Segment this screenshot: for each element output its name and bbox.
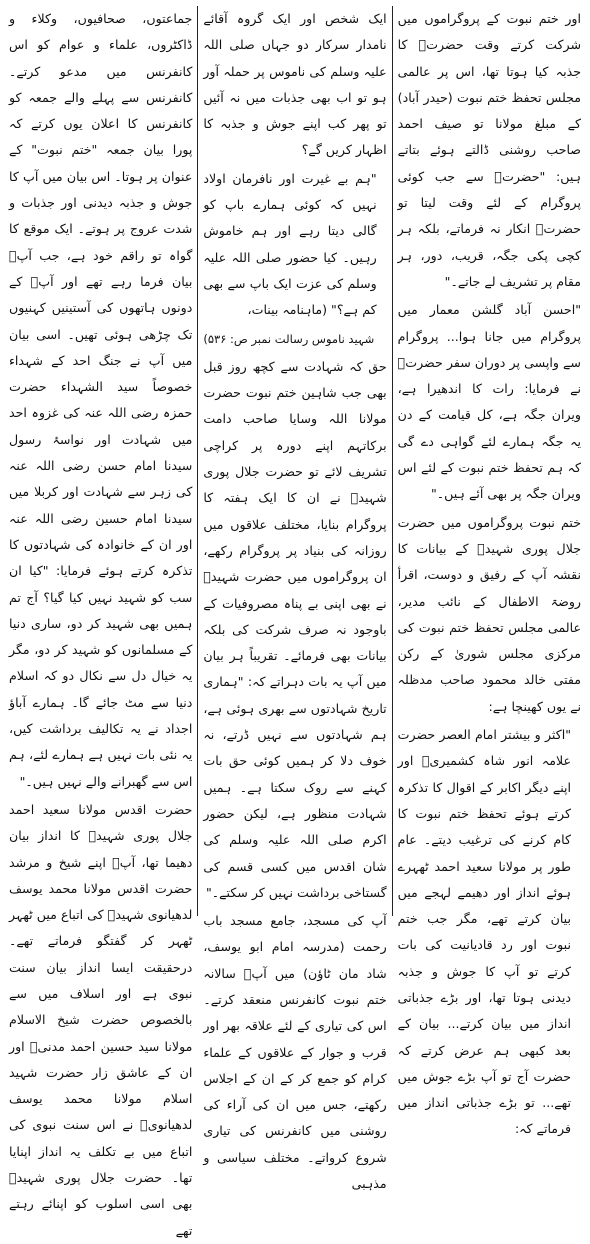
paragraph: ایک شخص اور ایک گروہ آقائے نامدار سرکار دو جہاں صلی اللہ علیہ وسلم کی ناموس پر حملہ آور ہو تو اب بھی جذبات میں نہ آئیں تو پھر کب اپنے جوش و جذبہ کا اظہار کریں گے؟ xyxy=(203,11,387,158)
quote-paragraph: "اکثر و بیشتر امام العصر حضرت علامہ انور شاہ کشمیریؒ اور اپنے دیگر اکابر کے اقوال کا تذکرہ کرتے ہوئے تحفظ ختم نبوت کا کام کرنے کی ترغیب دیتے۔ عام طور پر مولانا سعید احمد ٹھہرے ہوئے انداز اور دھیمے لہجے میں بیان کرتے تھے، مگر جب ختم نبوت اور رد قادیانیت کی بات کرتے تو آپ کا جوش و جذبہ دیدنی ہوتا تھا، اور بڑے جذباتی انداز میں بیان کرتے... بیان کے بعد کبھی ہم عرض کرتے کہ حضرت آج تو آپ بڑے جوش میں تھے... تو بڑے جذباتی انداز میں فرماتے کہ: xyxy=(397,727,571,1137)
quote-paragraph: "ہم بے غیرت اور نافرمان اولاد نہیں کہ کوئی ہمارے باپ کو گالی دیتا رہے اور ہم خاموش رہیں۔ کیا حضور صلی اللہ علیہ وسلم کی عزت ایک باپ سے بھی کم ہے؟" (ماہنامہ بینات، xyxy=(203,170,377,318)
citation: شہید ناموس رسالت نمبر ص: ۵۳۶) xyxy=(203,331,375,346)
paragraph: ختم نبوت پروگراموں میں حضرت جلال پوری شہیدؒ کے بیانات کا نقشہ آپ کے رفیق و دوست، اقرأ روضۃ الاطفال کے نائب مدیر، عالمی مجلس تحفظ ختم نبوت کی مرکزی مجلس شوریٰ کے رکن مفتی خالد محمود صاحب مدظلہ نے یوں کھینچا ہے: xyxy=(397,514,581,714)
paragraph: حق کہ شہادت سے کچھ روز قبل بھی جب شاہین ختم نبوت حضرت مولانا اللہ وسایا صاحب دامت برکاتہم اپنے دورہ پر کراچی تشریف لائے تو حضرت جلال پوری شہیدؒ نے ان کا ایک ہفتہ کا پروگرام بنایا، مختلف علاقوں میں روزانہ کی بنیاد پر پروگرام رکھے، ان پروگراموں میں حضرت شہیدؒ نے بھی اپنی بے پناہ مصروفیات کے باوجود نہ صرف شرکت کی بلکہ بیانات بھی فرمائے۔ تقریباً ہر بیان میں آپ یہ بات دہراتے کہ: "ہماری تاریخ شہادتوں سے بھری ہوئی ہے، ہم شہادتوں سے نہیں ڈرتے، نہ خوف دلا کر ہمیں کوئی حق بات کہنے سے روک سکتا ہے۔ ہمیں شہادت منظور ہے، لیکن حضور اکرم صلی اللہ علیہ وسلم کی شان اقدس میں کسی قسم کی گستاخی برداشت نہیں کر سکتے۔" xyxy=(203,358,387,900)
column-left xyxy=(4,6,197,1238)
column-middle xyxy=(198,6,391,1192)
paragraph: حضرت اقدس مولانا سعید احمد جلال پوری شہیدؒ کا انداز بیان دھیما تھا، آپؒ اپنے شیخ و مرشد حضرت اقدس مولانا محمد یوسف لدھیانوی شہیدؒ کی اتباع میں ٹھہر ٹھہر کر گفتگو فرماتے تھے۔ درحقیقت ایسا انداز بیان سنت نبوی ہے اور اسلاف میں سے بالخصوص حضرت شیخ الاسلام مولانا سید حسین احمد مدنیؒ اور ان کے عاشق زار حضرت شہید اسلام مولانا محمد یوسف لدھیانویؒ نے اس سنت نبوی کی اتباع میں بے تکلف یہ انداز اپنایا تھا۔ حضرت جلال پوری شہیدؒ بھی اسی اسلوب کو اپنائے رہتے تھے xyxy=(9,801,193,1238)
paragraph: آپ کی مسجد، جامع مسجد باب رحمت (مدرسہ امام ابو یوسف، شاد مان ٹاؤن) میں آپؒ سالانہ ختم نبوت کانفرنس منعقد کرتے۔ اس کی تیاری کے لئے علاقہ بھر اور قرب و جوار کے علاقوں کے علماء کرام کو جمع کر کے ان کے اجلاس رکھتے، جس میں ان کی آراء کی روشنی میں کانفرنس کی تیاری شروع کرواتے۔ مختلف سیاسی و مذہبی xyxy=(203,913,387,1192)
paragraph: جماعتوں، صحافیوں، وکلاء و ڈاکٹروں، علماء و عوام کو اس کانفرنس میں مدعو کرتے۔ کانفرنس سے پہلے والے جمعہ کو کانفرنس کا اعلان یوں کرتے کہ پورا بیان جمعہ "ختم نبوت" کے عنوان پر ہوتا۔ اس بیان میں آپ کا جوش و جذبہ دیدنی اور جذبات و شدت عروج پر ہوتے۔ ایک موقع کا گواہ تو راقم خود ہے، جب آپؒ بیان فرما رہے تھے اور آپؒ کے دونوں ہاتھوں کی آستینیں کہنیوں تک چڑھی ہوئی تھیں۔ اسی بیان میں آپ نے جنگ احد کے شہداء خصوصاً سید الشہداء حضرت حمزہ رضی اللہ عنہ کی غزوہ احد میں شہادت اور نواسۂ رسول سیدنا امام حسن رضی اللہ عنہ کی زہر سے شہادت اور کربلا میں سیدنا امام حسین رضی اللہ عنہ اور ان کے خانوادہ کی شہادتوں کا تذکرہ کرتے ہوئے فرمایا: "کیا ان سب کو شہید نہیں کیا گیا؟ آج تم ہمیں بھی شہید کر دو، ساری دنیا کے مسلمانوں کو شہید کر دو، مگر یہ خیال دل سے نکال دو کہ اسلام دنیا سے مٹ جائے گا۔ ہمارے آباؤ اجداد نے یہ تکالیف برداشت کیں، یہ نئی بات نہیں ہے ہمارے لئے، ہم اس سے گھبرانے والے نہیں ہیں۔" xyxy=(9,11,193,789)
column-divider xyxy=(197,6,198,916)
paragraph: اور ختم نبوت کے پروگراموں میں شرکت کرتے وقت حضرتؒ کا جذبہ کیا ہوتا تھا، اس پر عالمی مجلس تحفظ ختم نبوت (حیدر آباد) کے مبلغ مولانا تو صیف احمد صاحب روشنی ڈالتے ہوئے بتاتے ہیں: "حضرتؒ سے جب کوئی پروگرام کے لئے وقت لیتا تو حضرتؒ انکار نہ فرماتے، بلکہ ہر کچی پکی جگہ، قریب، دور، ہر مقام پر تشریف لے جاتے۔" xyxy=(397,11,581,289)
paragraph: "احسن آباد گلشن معمار میں پروگرام میں جانا ہوا... پروگرام سے واپسی پر دوران سفر حضرتؒ نے فرمایا: رات کا اندھیرا ہے، ویران جگہ ہے، کل قیامت کے دن یہ جگہ ہمارے لئے گواہی دے گی کہ ہم تحفظ ختم نبوت کے لئے اس ویران جگہ پر بھی آئے ہیں۔" xyxy=(397,302,581,502)
column-divider xyxy=(392,6,393,916)
column-right xyxy=(393,6,586,1137)
